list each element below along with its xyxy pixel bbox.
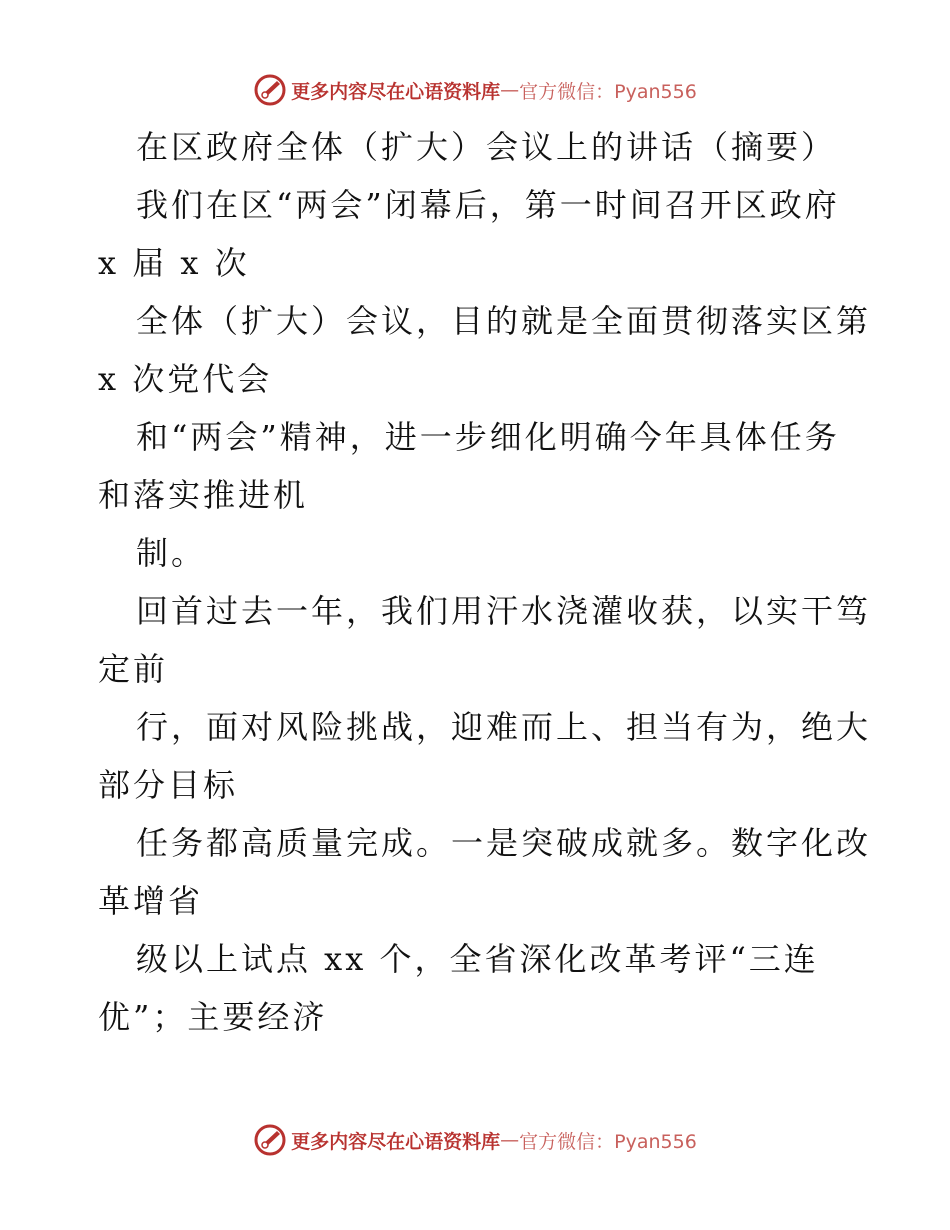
- watermark-separator: —: [500, 79, 520, 101]
- text-line: 和“两会”精神，进一步细化明确今年具体任务: [136, 418, 840, 456]
- text-line: 级以上试点 xx 个，全省深化改革考评“三连: [136, 940, 819, 978]
- text-line: 定前: [98, 650, 169, 688]
- brand-logo-icon: [253, 73, 287, 107]
- text-line: x 届 x 次: [98, 244, 250, 282]
- text-line: 我们在区“两会”闭幕后，第一时间召开区政府: [136, 186, 840, 224]
- text-line: 在区政府全体（扩大）会议上的讲话（摘要）: [136, 128, 837, 166]
- text-line: 行，面对风险挑战，迎难而上、担当有为，绝大: [136, 708, 872, 746]
- text-line: 和落实推进机: [98, 476, 309, 514]
- text-line: 任务都高质量完成。一是突破成就多。数字化改: [136, 824, 872, 862]
- watermark-banner-bottom: [0, 1120, 950, 1160]
- text-line: 全体（扩大）会议，目的就是全面贯彻落实区第: [136, 302, 872, 340]
- text-line: 回首过去一年，我们用汗水浇灌收获，以实干笃: [136, 592, 872, 630]
- watermark-wechat: 官方微信：Pyan556: [519, 80, 697, 103]
- watermark-brand: 更多内容尽在心语资料库: [291, 80, 501, 103]
- brand-logo-icon: [253, 1123, 287, 1157]
- document-body: [98, 118, 872, 1046]
- text-line: 部分目标: [98, 766, 239, 804]
- watermark-separator: —: [500, 1129, 520, 1151]
- watermark-brand: 更多内容尽在心语资料库: [291, 1130, 501, 1153]
- text-line: x 次党代会: [98, 360, 273, 398]
- watermark-wechat: 官方微信：Pyan556: [519, 1130, 697, 1153]
- text-line: 革增省: [98, 882, 204, 920]
- watermark-banner-top: [0, 70, 950, 110]
- text-line: 制。: [136, 534, 207, 572]
- text-line: 优”；主要经济: [98, 998, 328, 1036]
